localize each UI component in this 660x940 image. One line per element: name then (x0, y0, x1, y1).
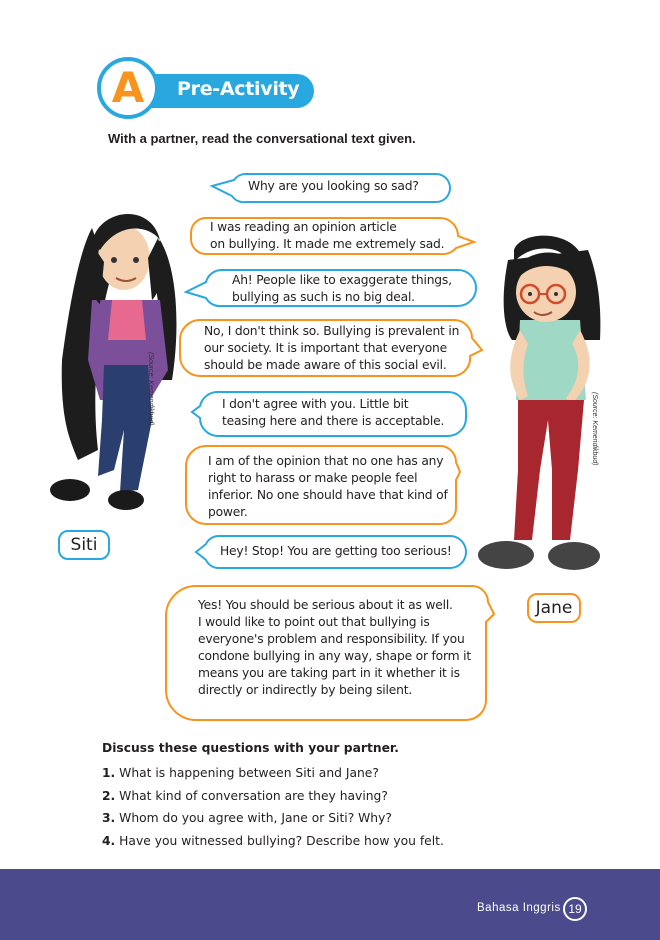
bubble-6-line: inferior. No one should have that kind of (208, 488, 448, 502)
bubble-8-line: Yes! You should be serious about it as well. (198, 598, 453, 612)
bubble-4-line: should be made aware of this social evil. (204, 358, 447, 372)
siti-source-credit: (Source: Kemendikbud) (147, 352, 154, 426)
siti-name-label: Siti (58, 530, 110, 560)
question-item: 1. What is happening between Siti and Jane? (102, 766, 379, 780)
bubble-2-line: on bullying. It made me extremely sad. (210, 237, 445, 251)
bubble-8-line: means you are taking part in it whether it is (198, 666, 460, 680)
instruction-text: With a partner, read the conversational text given. (108, 131, 416, 146)
question-item: 3. Whom do you agree with, Jane or Siti? Why? (102, 811, 392, 825)
bubble-5 (222, 396, 444, 430)
section-title: Pre-Activity (177, 78, 300, 100)
bubble-6-line: right to harass or make people feel (208, 471, 418, 485)
bubble-5-line: teasing here and there is acceptable. (222, 414, 445, 428)
bubble-7 (220, 543, 452, 560)
bubble-4-line: No, I don't think so. Bullying is prevalent in (204, 324, 460, 338)
bubble-8-line: I would like to point out that bullying is (198, 615, 430, 629)
bubble-5-line: I don't agree with you. Little bit (222, 397, 409, 411)
bubble-8-line: everyone's problem and responsibility. If you (198, 632, 465, 646)
jane-name-label: Jane (527, 593, 581, 623)
page-number: 19 (563, 897, 587, 921)
jane-illustration (478, 236, 600, 570)
question-item: 4. Have you witnessed bullying? Describe how you felt. (102, 833, 444, 848)
bubble-2 (210, 219, 444, 253)
bubble-4 (204, 323, 459, 374)
bubble-8-line: directly or indirectly by being silent. (198, 683, 413, 697)
bubble-3-line: Ah! People like to exaggerate things, (232, 273, 452, 287)
bubble-4-line: our society. It is important that everyone (204, 341, 447, 355)
bubble-2-line: I was reading an opinion article (210, 220, 397, 234)
bubble-1 (248, 178, 419, 195)
bubble-1-line: Why are you looking so sad? (248, 179, 419, 193)
siti-illustration (50, 214, 176, 510)
bubble-8 (198, 597, 471, 699)
bubble-6-line: I am of the opinion that no one has any (208, 454, 444, 468)
bubble-6 (208, 453, 448, 521)
questions-list (102, 762, 444, 852)
page-footer (0, 869, 660, 940)
question-item: 2. What kind of conversation are they having? (102, 788, 388, 803)
jane-source-credit: (Source: Kemendikbud) (591, 392, 598, 466)
bubble-8-line: condone bullying in any way, shape or form it (198, 649, 471, 663)
bubble-6-line: power. (208, 505, 248, 519)
questions-heading: Discuss these questions with your partner. (102, 741, 399, 755)
bubble-3-line: bullying as such is no big deal. (232, 290, 415, 304)
section-letter: A (111, 63, 145, 112)
book-title: Bahasa Inggris (477, 902, 561, 914)
bubble-7-line: Hey! Stop! You are getting too serious! (220, 544, 452, 558)
bubble-3 (232, 272, 452, 306)
